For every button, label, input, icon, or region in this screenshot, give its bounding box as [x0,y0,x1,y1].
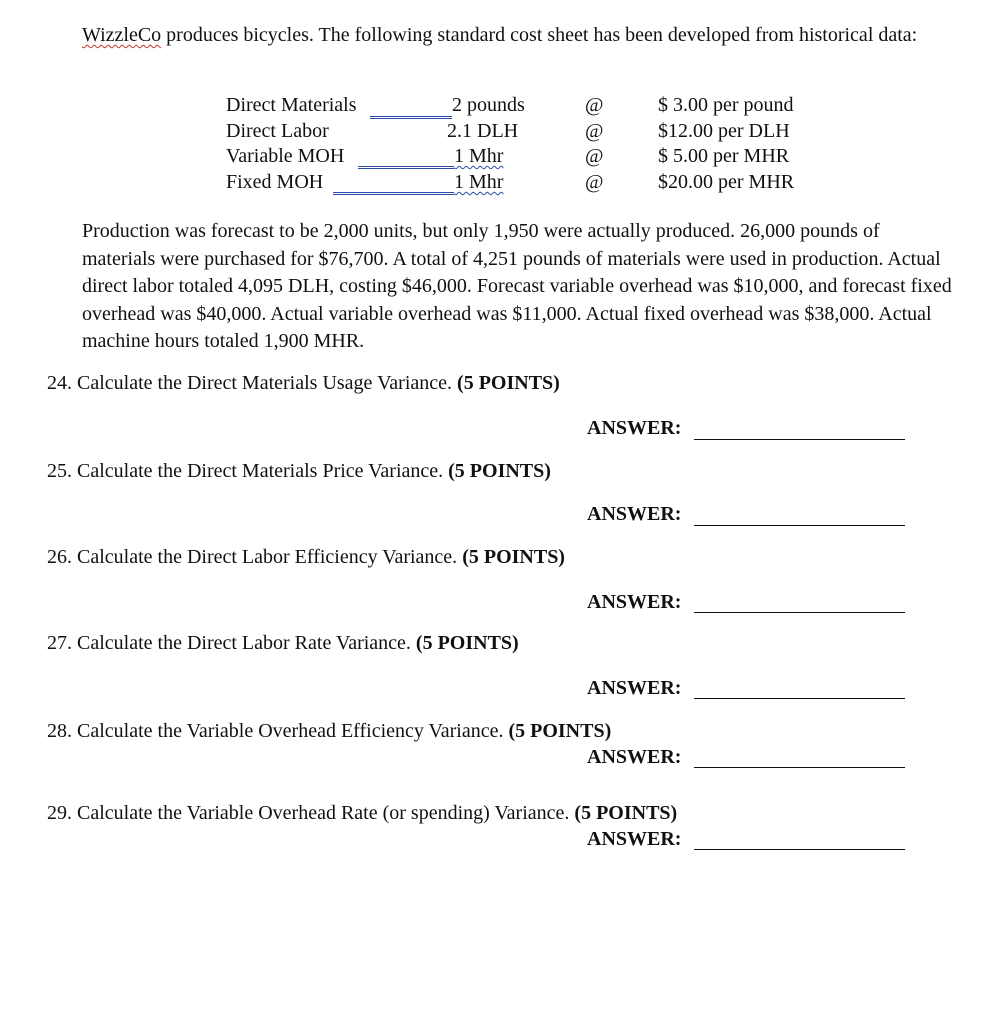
leader-line [370,116,452,119]
question-text: Calculate the Variable Overhead Rate (or spending) Variance. [77,802,570,824]
question-text: Calculate the Variable Overhead Efficiency Variance. [77,720,504,742]
question-number: 24. [47,372,72,394]
question-text: Calculate the Direct Materials Usage Variance. [77,372,453,394]
cost-row-rate: $ 3.00 per pound [658,94,794,116]
production-facts-paragraph: Production was forecast to be 2,000 units, but only 1,950 were actually produced. 26,000 pounds of materials were purchased for $76,700. A total of 4,251 pounds of materials were used in production. Actual direct labor totaled 4,095 DLH, costing $46,000. Forecast variable overhead was $10,000, and forecast fixed overhead was $40,000. Actual variable overhead was $11,000. Actual fixed overhead was $38,000. Actual machine hours totaled 1,900 MHR. [82,220,952,352]
cost-row-label: Direct Materials [226,94,357,116]
question-number: 27. [47,632,72,654]
answer-blank[interactable] [694,525,905,526]
question-28 [47,720,611,743]
cost-row-at: @ [585,145,604,167]
cost-row-at: @ [585,94,604,116]
intro-text: produces bicycles. The following standard cost sheet has been developed from historical data: [161,24,918,46]
question-number: 28. [47,720,72,742]
intro-paragraph [82,22,942,48]
answer-blank[interactable] [694,439,905,440]
answer-label: ANSWER: [587,503,682,525]
cost-row-rate: $12.00 per DLH [658,120,790,142]
question-26 [47,546,565,569]
cost-row-qty: 2.1 DLH [447,120,519,142]
question-text: Calculate the Direct Labor Rate Variance. [77,632,411,654]
answer-blank[interactable] [694,849,905,850]
question-24 [47,372,560,395]
question-points: (5 POINTS) [462,546,565,568]
cost-row-at: @ [585,120,604,142]
question-29 [47,802,677,825]
question-text: Calculate the Direct Labor Efficiency Variance. [77,546,458,568]
answer-label: ANSWER: [587,677,682,699]
answer-blank[interactable] [694,767,905,768]
question-number: 26. [47,546,72,568]
question-number: 25. [47,460,72,482]
leader-line [358,166,454,169]
answer-label: ANSWER: [587,417,682,439]
cost-row-qty: 1 Mhr [454,145,504,167]
answer-label: ANSWER: [587,591,682,613]
cost-row-label: Variable MOH [226,145,345,167]
cost-row-label: Fixed MOH [226,171,324,193]
cost-row-label: Direct Labor [226,120,329,142]
question-points: (5 POINTS) [448,460,551,482]
cost-row-qty: 1 Mhr [454,171,504,193]
question-number: 29. [47,802,72,824]
cost-row-at: @ [585,171,604,193]
question-27 [47,632,519,655]
company-name: WizzleCo [82,24,162,46]
answer-label: ANSWER: [587,828,682,850]
cost-row-rate: $20.00 per MHR [658,171,795,193]
answer-blank[interactable] [694,612,905,613]
answer-blank[interactable] [694,698,905,699]
question-text: Calculate the Direct Materials Price Variance. [77,460,444,482]
cost-row-rate: $ 5.00 per MHR [658,145,790,167]
question-points: (5 POINTS) [508,720,612,742]
answer-label: ANSWER: [587,746,682,768]
cost-row-qty: 2 pounds [452,94,525,116]
question-points: (5 POINTS) [457,372,560,394]
question-25 [47,460,551,483]
question-points: (5 POINTS) [415,632,519,654]
leader-line [333,192,454,195]
question-points: (5 POINTS) [574,802,678,824]
